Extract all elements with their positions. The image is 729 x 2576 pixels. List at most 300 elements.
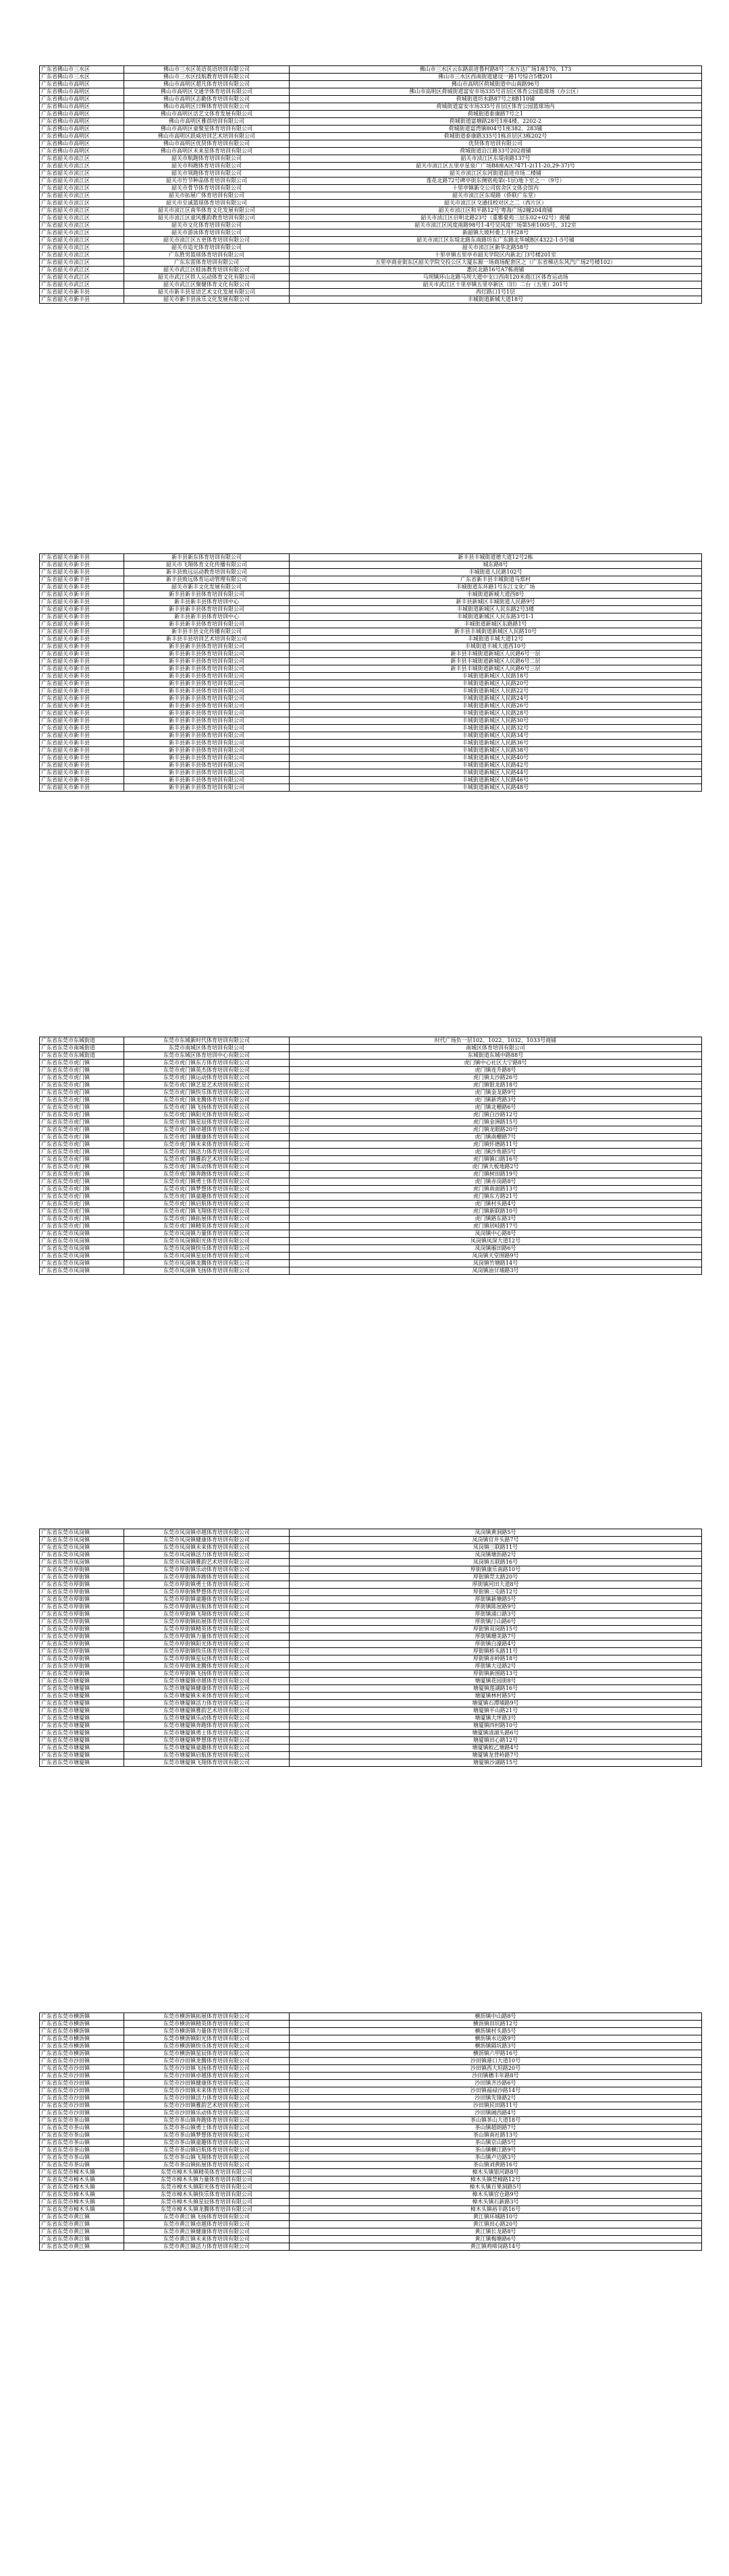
address-cell: 五里亭商业街东区韶关学院交投公区大厦东源一场商场配套区之（广东省梯店东风汽广场2号楼102）: [290, 259, 702, 267]
table-row: [40, 769, 702, 777]
address-cell: 佛山市高明区荷城街道中山南路96号: [290, 81, 702, 88]
region-cell: 广东省韶关市新丰县: [40, 561, 124, 569]
region-cell: 广东省韶关市新丰县: [40, 762, 124, 769]
org-name-cell: 东莞市虎门镇童趣体育培训有限公司: [124, 1193, 290, 1201]
table-row: [40, 244, 702, 252]
table-row: [40, 1186, 702, 1193]
table-row: [40, 2117, 702, 2125]
address-cell: 丰城街道新城区人民路20号: [290, 680, 702, 688]
org-name-cell: 新丰县新丰县体育培训有限公司: [124, 710, 290, 717]
org-name-cell: 韶关市文化体育培训有限公司: [124, 222, 290, 229]
table-row: [40, 2228, 702, 2236]
org-name-cell: 东莞市凤岗镇卓越体育培训有限公司: [124, 1529, 290, 1537]
table-row: [40, 2043, 702, 2050]
address-cell: 厚街镇康乐南路10号: [290, 1566, 702, 1574]
region-cell: 广东省韶关市新丰县: [40, 784, 124, 792]
table-row: [40, 599, 702, 606]
table-row: [40, 1730, 702, 1737]
address-cell: 沙田镇先锋路2号: [290, 2095, 702, 2102]
region-cell: 广东省韶关市新丰县: [40, 643, 124, 651]
table-row: [40, 2214, 702, 2221]
org-name-cell: 新丰县新丰县体育培训有限公司: [124, 680, 290, 688]
org-name-cell: 东莞市黄江镇活力体育培训有限公司: [124, 2243, 290, 2251]
table-row: [40, 561, 702, 569]
table-row: [40, 126, 702, 133]
org-name-cell: 东莞市樟木头镇快乐体育培训有限公司: [124, 2191, 290, 2199]
registry-table: [39, 1037, 702, 1275]
org-name-cell: 韶关市游泳体育培训有限公司: [124, 229, 290, 237]
region-cell: 广东省韶关市新丰县: [40, 680, 124, 688]
org-name-cell: 新丰县新丰县体育培训有限公司: [124, 740, 290, 747]
org-name-cell: 东莞市厚街镇童趣体育培训有限公司: [124, 1596, 290, 1604]
org-name-cell: 韶关市领跑体育培训有限公司: [124, 170, 290, 177]
org-name-cell: 东莞市茶山镇奔跑体育培训有限公司: [124, 2117, 290, 2125]
region-cell: 广东省东莞市塘厦镇: [40, 1759, 124, 1767]
address-cell: 虎门镇村头路4号: [290, 1201, 702, 1208]
region-cell: 广东省佛山市高明区: [40, 126, 124, 133]
region-cell: 广东省东莞市凤岗镇: [40, 1253, 124, 1260]
org-name-cell: 新丰县新丰县体育培训有限公司: [124, 725, 290, 732]
org-name-cell: 韶关市新丰县泳乐文化发展有限公司: [124, 296, 290, 304]
region-cell: 广东省东莞市黄江镇: [40, 2236, 124, 2243]
region-cell: 广东省东莞市厚街镇: [40, 1641, 124, 1648]
table-row: [40, 2073, 702, 2080]
org-name-cell: 佛山市高明区日辉体育培训有限公司: [124, 103, 290, 111]
address-cell: 塘厦镇田心路12号: [290, 1737, 702, 1745]
region-cell: 广东省佛山市高明区: [40, 118, 124, 126]
region-cell: 广东省东莞市厚街镇: [40, 1589, 124, 1596]
address-cell: 韶关市武江区十里亭镇五里亭新区（旧）二台（五里）201号: [290, 281, 702, 289]
address-cell: 樟木头镇裕丰路16号: [290, 2206, 702, 2214]
table-row: [40, 703, 702, 710]
address-cell: 茶山镇刘黄路16号: [290, 2162, 702, 2169]
org-name-cell: 东莞市茶山镇勇士体育培训有限公司: [124, 2125, 290, 2132]
table-row: [40, 281, 702, 289]
org-name-cell: 东莞市沙田镇未来体育培训有限公司: [124, 2087, 290, 2095]
org-name-cell: 东莞市厚街镇力量体育培训有限公司: [124, 1633, 290, 1641]
address-cell: 佛山市高明区荷城街道富安市场335号首层区体育公园篮球场（办公区）: [290, 88, 702, 96]
address-cell: 西灯路口1号1层: [290, 289, 702, 296]
region-cell: 广东省东莞市东城街道: [40, 1052, 124, 1060]
table-row: [40, 2243, 702, 2251]
address-cell: 茶山镇京山路5号: [290, 2139, 702, 2147]
table-row: [40, 1752, 702, 1759]
table-row: [40, 2013, 702, 2021]
table-row: [40, 2065, 702, 2073]
address-cell: 厚街镇河田大道8号: [290, 1581, 702, 1589]
address-cell: 荷城街道泰康路335号1栋首层区3栋202号: [290, 133, 702, 140]
address-cell: 凤岗镇雁田路6号: [290, 1245, 702, 1253]
address-cell: 横沥镇田坑路12号: [290, 2021, 702, 2028]
region-cell: 广东省东莞市黄江镇: [40, 2228, 124, 2236]
region-cell: 广东省韶关市新丰县: [40, 613, 124, 621]
region-cell: 广东省东莞市虎门镇: [40, 1067, 124, 1074]
org-name-cell: 新丰县新丰县体育培训有限公司: [124, 673, 290, 680]
org-name-cell: 东莞市樟木头镇精英体育培训有限公司: [124, 2169, 290, 2176]
org-name-cell: 东莞市凤岗镇快乐体育培训有限公司: [124, 1245, 290, 1253]
region-cell: 广东省韶关市武江区: [40, 281, 124, 289]
table-row: [40, 762, 702, 769]
table-row: [40, 81, 702, 88]
table-row: [40, 1633, 702, 1641]
table-row: [40, 695, 702, 703]
table-row: [40, 155, 702, 163]
region-cell: 广东省韶关市新丰县: [40, 621, 124, 628]
region-cell: 广东省东莞市虎门镇: [40, 1089, 124, 1097]
org-name-cell: 东莞市厚街镇乐动体育培训有限公司: [124, 1566, 290, 1574]
region-cell: 广东省东莞市凤岗镇: [40, 1238, 124, 1245]
table-row: [40, 1596, 702, 1604]
table-row: [40, 1082, 702, 1089]
region-cell: 广东省东莞市虎门镇: [40, 1149, 124, 1156]
table-row: [40, 1559, 702, 1566]
table-row: [40, 267, 702, 274]
region-cell: 广东省韶关市浈江区: [40, 163, 124, 170]
address-cell: 塘厦镇平山路21号: [290, 1707, 702, 1715]
table-row: [40, 1215, 702, 1223]
address-cell: 黄江镇梅塘路6号: [290, 2236, 702, 2243]
table-row: [40, 606, 702, 613]
org-name-cell: 韶关市武江区蛙泳教育培训有限公司: [124, 267, 290, 274]
org-name-cell: 韶关市新丰文化发展有限公司: [124, 584, 290, 591]
org-name-cell: 东莞市虎门镇精英体育培训有限公司: [124, 1223, 290, 1230]
table-row: [40, 1193, 702, 1201]
address-cell: 凤岗镇黄洞路5号: [290, 1529, 702, 1537]
region-cell: 广东省东莞市沙田镇: [40, 2065, 124, 2073]
org-name-cell: 韶关市骨节体育培训有限公司: [124, 185, 290, 192]
org-name-cell: 新丰县新丰县体育培训有限公司: [124, 621, 290, 628]
table-row: [40, 688, 702, 695]
table-row: [40, 1156, 702, 1163]
address-cell: 黄江镇长龙路8号: [290, 2228, 702, 2236]
address-cell: 莲花北路72号碑亭街东侧铭苑第(-1层)地下室之一（9号）: [290, 177, 702, 185]
address-cell: 丰城街道新城区人民路38号: [290, 747, 702, 755]
region-cell: 广东省韶关市浈江区: [40, 185, 124, 192]
table-row: [40, 1037, 702, 1045]
org-name-cell: 新丰县新丰县体育培训有限公司: [124, 777, 290, 784]
region-cell: 广东省东莞市塘厦镇: [40, 1700, 124, 1707]
table-row: [40, 2176, 702, 2184]
address-cell: 沙田镇西大坦路20号: [290, 2065, 702, 2073]
org-name-cell: 东莞市东城新时代体育培训有限公司: [124, 1037, 290, 1045]
region-cell: 广东省韶关市新丰县: [40, 554, 124, 561]
org-name-cell: 东莞市虎门镇雅韵艺术培训有限公司: [124, 1156, 290, 1163]
org-name-cell: 东莞市凤岗镇阳光体育培训有限公司: [124, 1238, 290, 1245]
region-cell: 广东省韶关市浈江区: [40, 170, 124, 177]
region-cell: 广东省韶关市浈江区: [40, 200, 124, 207]
address-cell: 韶关市浈江区东河街道前进市场二楼铺: [290, 170, 702, 177]
table-row: [40, 2095, 702, 2102]
org-name-cell: 东莞市虎门镇飞翔体育培训有限公司: [124, 1208, 290, 1215]
region-cell: 广东省韶关市新丰县: [40, 599, 124, 606]
table-row: [40, 1589, 702, 1596]
registry-table: [39, 1529, 702, 1767]
address-cell: 横沥镇水边路9号: [290, 2035, 702, 2043]
region-cell: 广东省东莞市横沥镇: [40, 2021, 124, 2028]
org-name-cell: 韶关市至诚篮球体育培训有限公司: [124, 200, 290, 207]
table-row: [40, 1574, 702, 1581]
address-cell: 丰城街道新城区人民路28号: [290, 710, 702, 717]
table-row: [40, 2191, 702, 2199]
address-cell: 丰城街道新城区人民路48号: [290, 784, 702, 792]
table-row: [40, 1604, 702, 1611]
address-cell: 凤岗镇天堂围路9号: [290, 1253, 702, 1260]
address-cell: 横沥镇隔坑路3号: [290, 2043, 702, 2050]
org-name-cell: 东莞市虎门镇运动体育培训有限公司: [124, 1074, 290, 1082]
address-cell: 南城区体育培训有限公司: [290, 1045, 702, 1052]
address-cell: 塘厦镇四村路10号: [290, 1722, 702, 1730]
org-name-cell: 东莞市樟木头镇力量体育培训有限公司: [124, 2176, 290, 2184]
address-cell: 厚街镇桥头路11号: [290, 1648, 702, 1655]
region-cell: 广东省东莞市厚街镇: [40, 1633, 124, 1641]
org-name-cell: 新丰县新丰县体育培训有限公司: [124, 703, 290, 710]
region-cell: 广东省东莞市茶山镇: [40, 2154, 124, 2162]
region-cell: 广东省东莞市横沥镇: [40, 2050, 124, 2058]
org-name-cell: 东莞市沙田镇健康体育培训有限公司: [124, 2080, 290, 2087]
region-cell: 广东省东莞市凤岗镇: [40, 1260, 124, 1267]
org-name-cell: 韶关市拓展广体育培训有限公司: [124, 192, 290, 200]
org-name-cell: 新丰县新丰县体育培训有限公司: [124, 769, 290, 777]
org-name-cell: 新丰县新丰县体育培训有限公司: [124, 591, 290, 599]
table-row: [40, 1163, 702, 1171]
address-cell: 韶关市浈江区交通技校对区之二（西片区）: [290, 200, 702, 207]
address-cell: 虎门镇大板地路2号: [290, 1163, 702, 1171]
org-name-cell: 东莞市虎门镇星辰体育培训有限公司: [124, 1119, 290, 1126]
region-cell: 广东省韶关市新丰县: [40, 710, 124, 717]
org-name-cell: 东莞市塘厦镇飞翔体育培训有限公司: [124, 1759, 290, 1767]
org-name-cell: 东莞市黄江镇未来体育培训有限公司: [124, 2236, 290, 2243]
org-name-cell: 新丰县致远体育运动管理有限公司: [124, 576, 290, 584]
org-name-cell: 佛山市高明区优贤体育培训有限公司: [124, 140, 290, 148]
org-name-cell: 新丰县新丰县体育培训有限公司: [124, 762, 290, 769]
org-name-cell: 东莞市茶山镇梦想体育培训有限公司: [124, 2132, 290, 2139]
org-name-cell: 韶关市追光体育培训有限公司: [124, 244, 290, 252]
table-row: [40, 725, 702, 732]
org-name-cell: 东莞市塘厦镇童趣体育培训有限公司: [124, 1745, 290, 1752]
region-cell: 广东省东莞市塘厦镇: [40, 1737, 124, 1745]
table-row: [40, 1171, 702, 1178]
region-cell: 广东省韶关市新丰县: [40, 591, 124, 599]
table-row: [40, 1707, 702, 1715]
address-cell: 沙田镇福禄沙路14号: [290, 2087, 702, 2095]
org-name-cell: 东莞市茶山镇童趣体育培训有限公司: [124, 2139, 290, 2147]
table-row: [40, 1074, 702, 1082]
address-cell: 丰城街道新城区东路路1号: [290, 621, 702, 628]
address-cell: 横沥镇六甲路16号: [290, 2050, 702, 2058]
table-page-1: [39, 65, 691, 304]
table-row: [40, 1611, 702, 1618]
table-row: [40, 576, 702, 584]
table-row: [40, 1537, 702, 1544]
address-cell: 荷城街道坊水路87号之8B110铺: [290, 96, 702, 103]
table-row: [40, 74, 702, 81]
table-row: [40, 1112, 702, 1119]
address-cell: 丰城街道东环路1号东江文化广场: [290, 584, 702, 591]
org-name-cell: 东莞市横沥镇阳光体育培训有限公司: [124, 2035, 290, 2043]
org-name-cell: 新丰县新丰县体育培训有限公司: [124, 643, 290, 651]
address-cell: 韶关市浈江区东堤路（侨联广东堂）: [290, 192, 702, 200]
address-cell: 新丰县丰城街道德大道12号2栋: [290, 554, 702, 561]
region-cell: 广东省东莞市黄江镇: [40, 2214, 124, 2221]
region-cell: 广东省东莞市沙田镇: [40, 2095, 124, 2102]
org-name-cell: 东莞市虎门镇东方体育培训有限公司: [124, 1060, 290, 1067]
org-name-cell: 东莞市虎门镇未来体育培训有限公司: [124, 1141, 290, 1149]
address-cell: 丰城街道新城大道18号: [290, 296, 702, 304]
region-cell: 广东省韶关市新丰县: [40, 725, 124, 732]
address-cell: 横沥镇中山路8号: [290, 2013, 702, 2021]
table-row: [40, 784, 702, 792]
org-name-cell: 东莞市厚街镇飞扬体育培训有限公司: [124, 1670, 290, 1678]
table-row: [40, 2125, 702, 2132]
table-row: [40, 1134, 702, 1141]
table-row: [40, 1201, 702, 1208]
table-row: [40, 1648, 702, 1655]
org-name-cell: 新丰县新丰县体育培训有限公司: [124, 717, 290, 725]
table-row: [40, 755, 702, 762]
address-cell: 韶关市浈江区新华北路58号: [290, 244, 702, 252]
registry-table: [39, 65, 702, 304]
region-cell: 广东省韶关市新丰县: [40, 665, 124, 673]
org-name-cell: 新丰县新丰县体育培训有限公司: [124, 784, 290, 792]
address-cell: 厚街镇大迳路2号: [290, 1663, 702, 1670]
region-cell: 广东省韶关市武江区: [40, 274, 124, 281]
org-name-cell: 东莞市厚街镇勇士体育培训有限公司: [124, 1581, 290, 1589]
table-row: [40, 1052, 702, 1060]
region-cell: 广东省东莞市虎门镇: [40, 1126, 124, 1134]
address-cell: 沙田镇齐沙路6号: [290, 2080, 702, 2087]
org-name-cell: 东莞市虎门镇勇士体育培训有限公司: [124, 1178, 290, 1186]
org-name-cell: 东莞市沙田镇卓越体育培训有限公司: [124, 2073, 290, 2080]
address-cell: 塘厦镇花园街8号: [290, 1678, 702, 1685]
region-cell: 广东省东莞市厚街镇: [40, 1574, 124, 1581]
address-cell: 荷城街道富湾镇804号1座382、283铺: [290, 126, 702, 133]
region-cell: 广东省东莞市厚街镇: [40, 1670, 124, 1678]
org-name-cell: 韶关市科跑体育培训有限公司: [124, 163, 290, 170]
address-cell: 虎门镇怀德路11号: [290, 1141, 702, 1149]
address-cell: 时代广场负一层102、1022、1032、1033号商铺: [290, 1037, 702, 1045]
region-cell: 广东省佛山市高明区: [40, 96, 124, 103]
region-cell: 广东省韶关市浈江区: [40, 207, 124, 215]
org-name-cell: 东莞市凤岗镇活力体育培训有限公司: [124, 1552, 290, 1559]
org-name-cell: 东莞市黄江镇卓越体育培训有限公司: [124, 2221, 290, 2228]
region-cell: 广东省韶关市新丰县: [40, 755, 124, 762]
table-row: [40, 1745, 702, 1752]
org-name-cell: 韶关市浈江区南华体育文化发展有限公司: [124, 207, 290, 215]
address-cell: 丰城街道新城区人民路24号: [290, 695, 702, 703]
region-cell: 广东省东莞市沙田镇: [40, 2102, 124, 2110]
table-row: [40, 1544, 702, 1552]
address-cell: 东城街道东城中路88号: [290, 1052, 702, 1060]
region-cell: 广东省韶关市新丰县: [40, 606, 124, 613]
region-cell: 广东省韶关市浈江区: [40, 177, 124, 185]
table-row: [40, 740, 702, 747]
address-cell: 茶山镇横江路9号: [290, 2147, 702, 2154]
address-cell: 丰城街道新城区人民路42号: [290, 762, 702, 769]
region-cell: 广东省东莞市塘厦镇: [40, 1678, 124, 1685]
address-cell: 凤岗镇竹塘路14号: [290, 1260, 702, 1267]
region-cell: 广东省东莞市厚街镇: [40, 1663, 124, 1670]
table-row: [40, 1737, 702, 1745]
address-cell: 虎门镇连升路8号: [290, 1067, 702, 1074]
region-cell: 广东省韶关市浈江区: [40, 259, 124, 267]
table-row: [40, 170, 702, 177]
org-name-cell: 东莞市南城区体育培训有限公司: [124, 1045, 290, 1052]
table-row: [40, 1566, 702, 1574]
table-row: [40, 584, 702, 591]
address-cell: 虎门镇沙角路5号: [290, 1149, 702, 1156]
org-name-cell: 东莞市茶山镇拓展体育培训有限公司: [124, 2162, 290, 2169]
region-cell: 广东省东莞市沙田镇: [40, 2087, 124, 2095]
table-row: [40, 111, 702, 118]
address-cell: 丰城街道新城大道西8号: [290, 591, 702, 599]
address-cell: 厚街镇汀山路6号: [290, 1618, 702, 1626]
table-page-3: [39, 1037, 691, 1275]
address-cell: 塘厦镇龙背岭路7号: [290, 1752, 702, 1759]
address-cell: 虎门镇太沙路26号: [290, 1074, 702, 1082]
region-cell: 广东省韶关市新丰县: [40, 732, 124, 740]
address-cell: 茶山镇超朗路7号: [290, 2125, 702, 2132]
table-row: [40, 192, 702, 200]
region-cell: 广东省东莞市沙田镇: [40, 2073, 124, 2080]
org-name-cell: 东莞市凤岗镇雅韵艺术培训有限公司: [124, 1559, 290, 1566]
region-cell: 广东省东莞市茶山镇: [40, 2125, 124, 2132]
table-page-2: [39, 553, 691, 792]
region-cell: 广东省韶关市新丰县: [40, 747, 124, 755]
region-cell: 广东省东莞市虎门镇: [40, 1097, 124, 1104]
table-row: [40, 1618, 702, 1626]
address-cell: 虎门镇新联路10号: [290, 1208, 702, 1215]
table-row: [40, 2236, 702, 2243]
address-cell: 厚街镇新围路13号: [290, 1670, 702, 1678]
org-name-cell: 东莞市横沥镇星辰体育培训有限公司: [124, 2050, 290, 2058]
address-cell: 十里亭镇新交公司宿舍区文体会馆内: [290, 185, 702, 192]
region-cell: 广东省东莞市厚街镇: [40, 1648, 124, 1655]
region-cell: 广东省韶关市新丰县: [40, 569, 124, 576]
table-row: [40, 1663, 702, 1670]
org-name-cell: 东莞市樟木头镇龙腾体育培训有限公司: [124, 2206, 290, 2214]
address-cell: 丰城街道丰城大道西10号: [290, 643, 702, 651]
address-cell: 虎门镇龙眼路20号: [290, 1126, 702, 1134]
table-row: [40, 229, 702, 237]
table-row: [40, 259, 702, 267]
region-cell: 广东省韶关市浈江区: [40, 229, 124, 237]
org-name-cell: 东莞市沙田镇雅韵艺术培训有限公司: [124, 2102, 290, 2110]
address-cell: 马坝镇环山北路马坝大道中支口西南120米商江区体育运动场: [290, 274, 702, 281]
org-name-cell: 东莞市塘厦镇未来体育培训有限公司: [124, 1693, 290, 1700]
table-page-4: [39, 1529, 691, 1767]
org-name-cell: 东莞市虎门镇英杰体育培训有限公司: [124, 1067, 290, 1074]
table-row: [40, 2139, 702, 2147]
address-cell: 佛山市三水区云东路前进鲁村路8号三水万达广场1座170、173: [290, 66, 702, 74]
address-cell: 韶关市浈江区东堤北路东南路坊东广东路北华城B区4322-1-5号铺: [290, 237, 702, 244]
region-cell: 广东省东莞市厚街镇: [40, 1611, 124, 1618]
table-row: [40, 1067, 702, 1074]
address-cell: 韶关市浈江区风度南路98号1-4号吴风度厂场第5座1005号、312室: [290, 222, 702, 229]
table-row: [40, 2058, 702, 2065]
address-cell: 丰城街道新城区人民路46号: [290, 777, 702, 784]
address-cell: 城东路8号: [290, 561, 702, 569]
table-row: [40, 2147, 702, 2154]
org-name-cell: 佛山市高明区雅蓓培训有限公司: [124, 118, 290, 126]
table-row: [40, 2154, 702, 2162]
table-row: [40, 1126, 702, 1134]
address-cell: 塘厦镇莲湖路16号: [290, 1685, 702, 1693]
table-row: [40, 1267, 702, 1275]
region-cell: 广东省东莞市沙田镇: [40, 2080, 124, 2087]
region-cell: 广东省韶关市新丰县: [40, 717, 124, 725]
table-row: [40, 665, 702, 673]
address-cell: 新丰县丰城街道新城区人民路6号二层: [290, 658, 702, 665]
